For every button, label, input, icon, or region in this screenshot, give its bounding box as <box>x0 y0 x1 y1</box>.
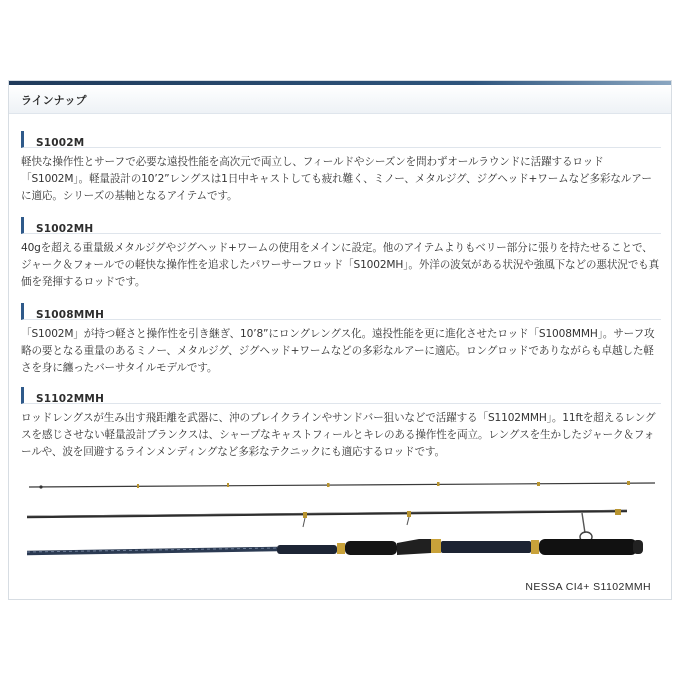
section-description: ロッドレングスが生み出す飛距離を武器に、沖のブレイクラインやサンドバー狙いなどで活躍する「S1102MMH」。11ftを超えるレングスを感じさせない軽量設計ブランクスは、シャープなキャストフィールとキレのある操作性を両立。レングスを生かしたジャーク＆フォールや、波を回避するラインメンディングなど多彩なテクニックにも適応するロッドです。 <box>21 412 656 458</box>
panel-header <box>9 85 671 114</box>
section-heading <box>21 217 661 234</box>
rod-product-image <box>27 469 657 597</box>
rod-butt-section <box>27 539 643 555</box>
section-description: 軽快な操作性とサーフで必要な遠投性能を高次元で両立し、フィールドやシーズンを問わずオールラウンドに活躍するロッド「S1002M」。軽量設計の10’2”レングスは1日中キャストしても疲れ難く、ミノー、メタルジグ、ジグヘッド+ワームなど多彩なルアーに適応。シリーズの基軸となるアイテムです。 <box>21 156 652 202</box>
rod-mid-section <box>27 509 627 542</box>
section-title: S1002M <box>36 137 85 149</box>
section-heading <box>21 303 661 320</box>
section-s1102mmh <box>21 387 661 461</box>
section-title: S1102MMH <box>36 393 105 405</box>
rod-caption: NESSA CI4+ S1102MMH <box>525 581 651 593</box>
section-description: 40gを超える重量級メタルジグやジグヘッド+ワームの使用をメインに設定。他のアイテムよりもベリー部分に張りを持たせることで、ジャーク＆フォールでの軽快な操作性を追求したパワーサーフロッド「S1002MH」。外洋の波気がある状況や強風下などの悪状況でも真価を発揮するロッドです。 <box>21 242 660 288</box>
panel-title: ラインナップ <box>21 94 87 107</box>
section-description: 「S1002M」が持つ軽さと操作性を引き継ぎ、10’8”にロングレングス化。遠投性能を更に進化させたロッド「S1008MMH」。サーフ攻略の要となる重量のあるミノー、メタルジグ、ジグヘッド+ワームなどの多彩なルアーに適応。ロングロッドでありながらも卓越した軽さを身に纏ったバーサタイルモデルです。 <box>21 328 655 374</box>
rod-tip-section <box>29 481 655 489</box>
section-title: S1002MH <box>36 223 94 235</box>
section-heading <box>21 131 661 148</box>
lineup-panel <box>8 80 672 600</box>
section-heading <box>21 387 661 404</box>
section-title: S1008MMH <box>36 309 105 321</box>
rod-illustration <box>27 469 657 569</box>
section-s1008mmh <box>21 303 661 377</box>
section-s1002m <box>21 131 661 205</box>
section-s1002mh <box>21 217 661 291</box>
